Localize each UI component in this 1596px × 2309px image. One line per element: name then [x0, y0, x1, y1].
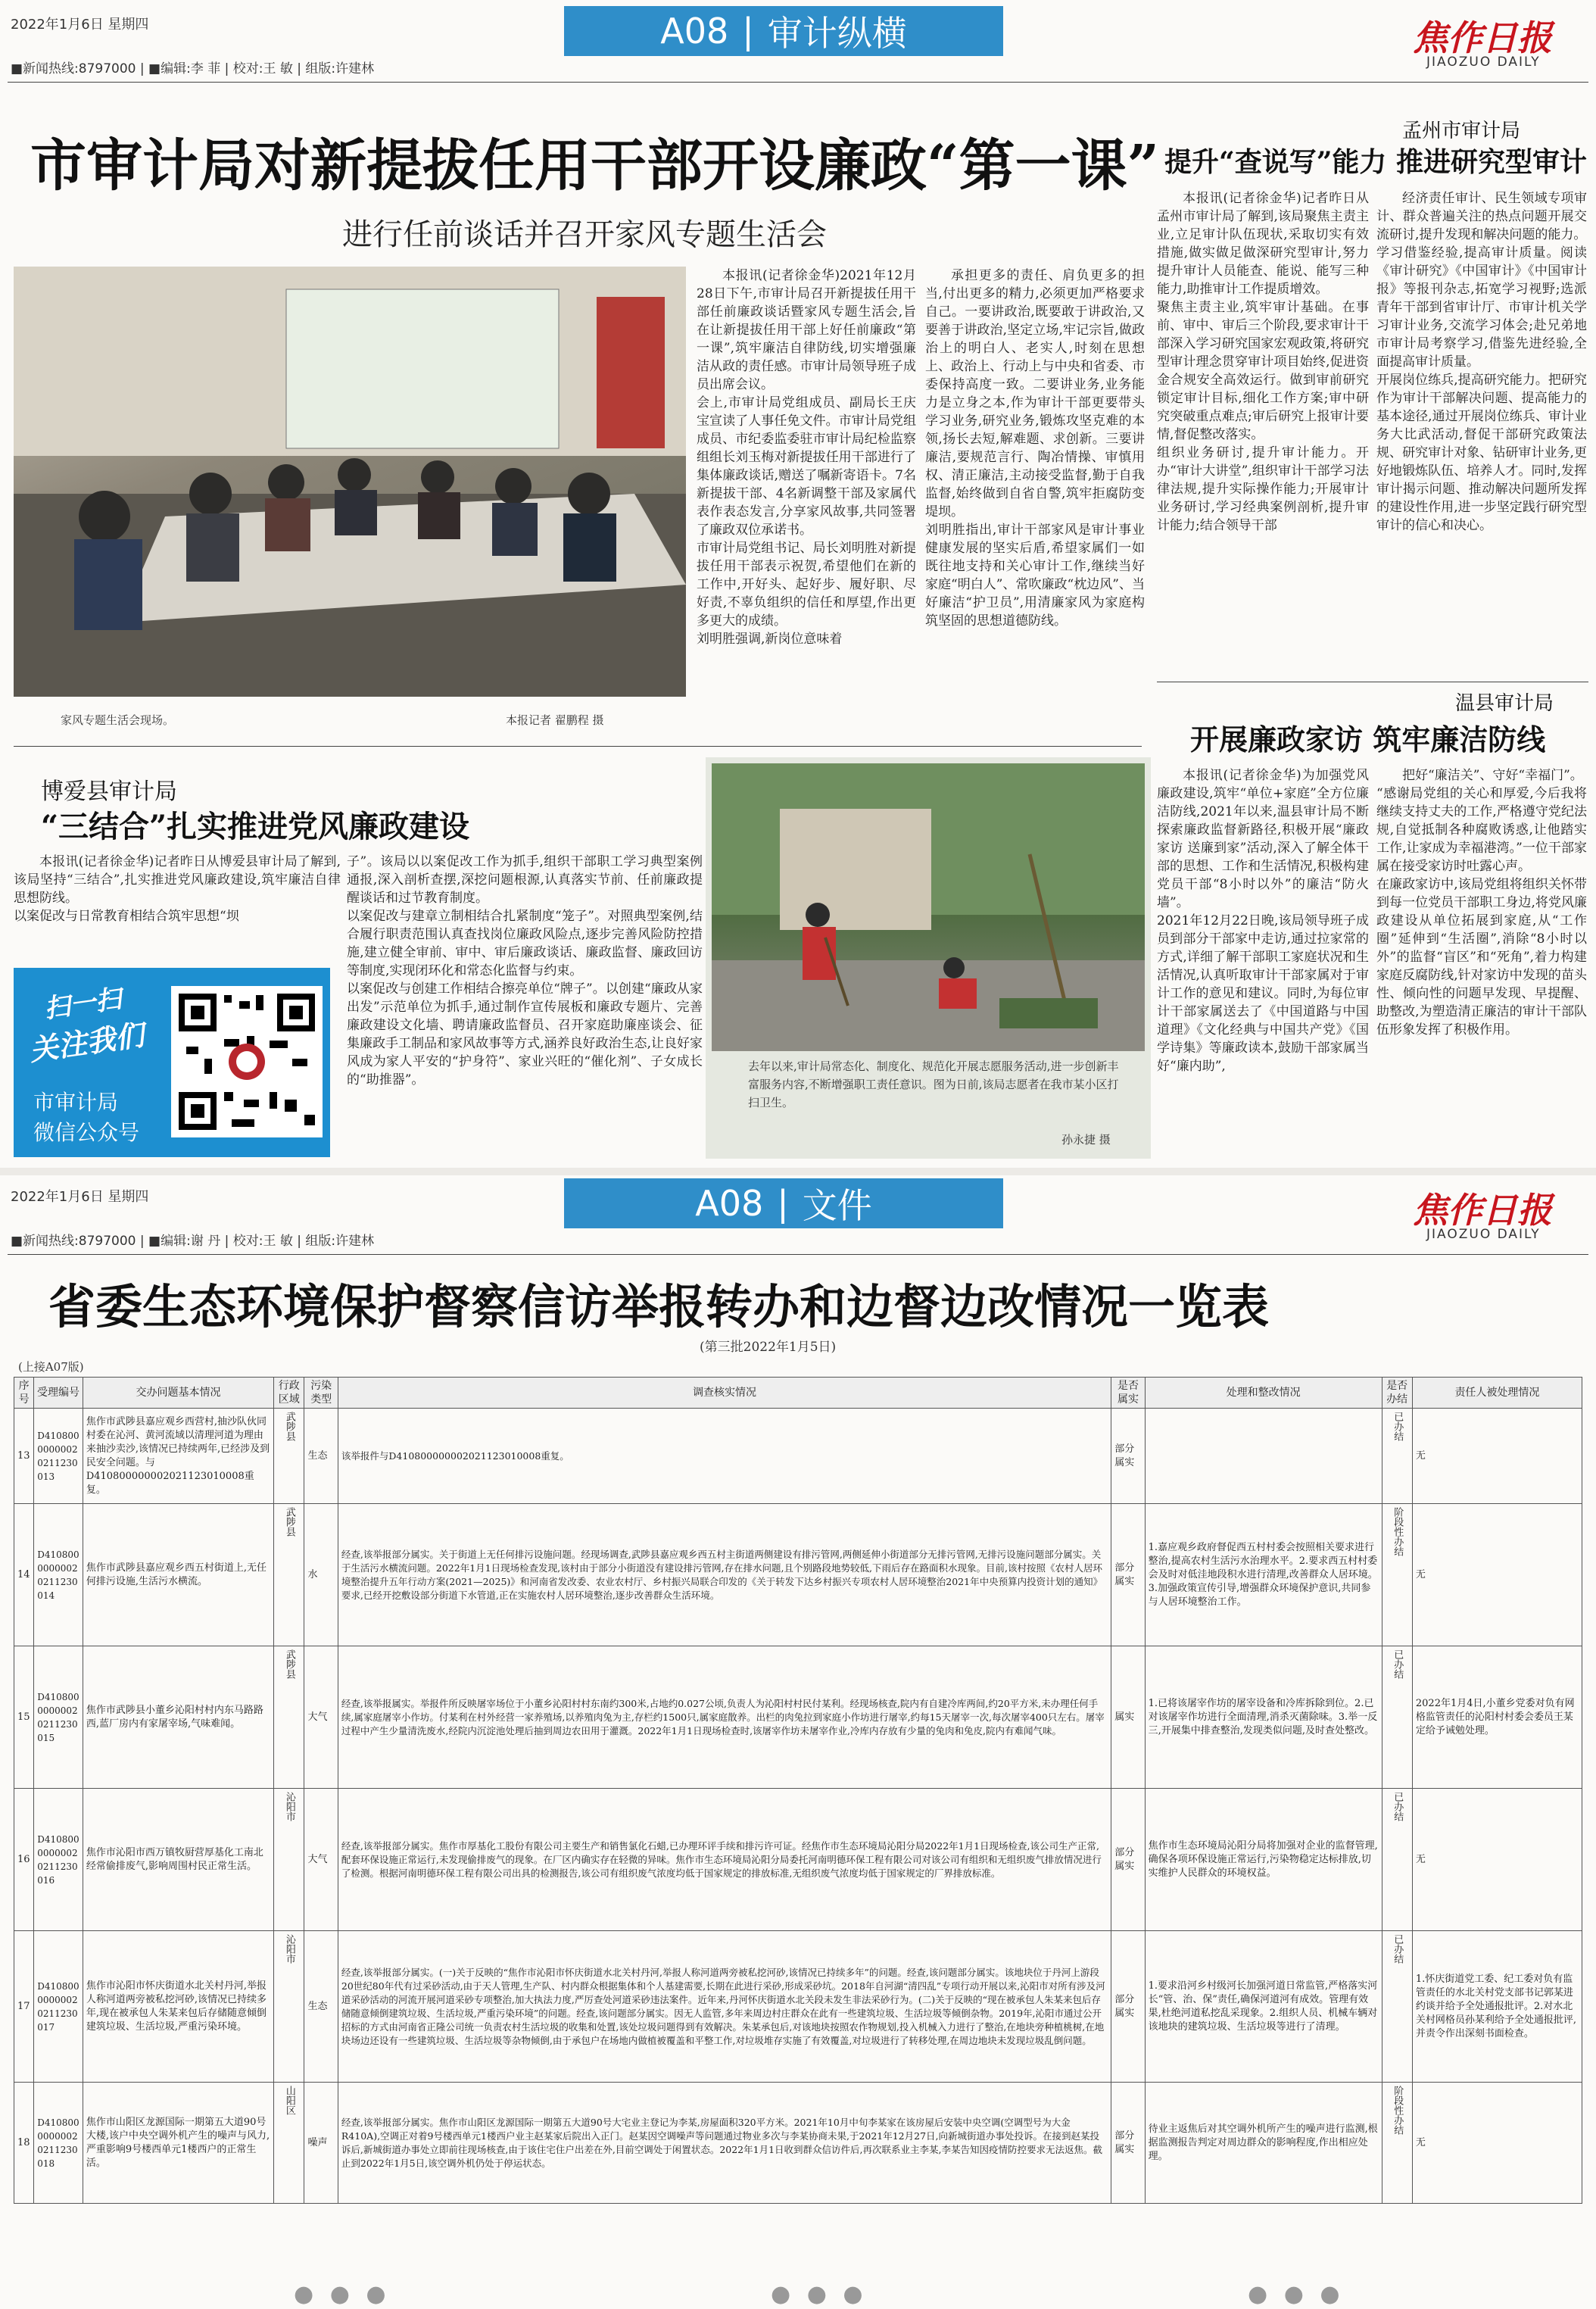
th-resp: 责任人被处理情况: [1412, 1378, 1582, 1409]
side2-col1-text: 本报讯(记者徐金华)为加强党风廉政建设,筑牢“单位+家庭”全方位廉洁防线,2021年以来,温县审计局不断探索廉政监督新路径,积极开展“廉政家访 送廉到家”活动,深入了解全体干部的思想、工作和生活情况,积极构建党员干部“8小时以外”的廉洁“防火墙”。 2021年12月22日晚,该局领导班子成员到部分干部家中走访,通过拉家常的方式,详细了解干部职工家庭状况和生活情况,认真听取审计干部家属对于审计工作的意见和建议。同时,为每位审计干部家属送去了《中国道路与中国道理》《文化经典与中国共产党》《国学诗集》等廉政读本,鼓励干部家属当好“廉内助”,: [1157, 768, 1369, 1074]
boai-col2: [347, 853, 703, 1156]
cell-responsibility: 2022年1月4日,小董乡党委对负有网格监管责任的沁阳村村委会委员王某定给予诫勉处理。: [1412, 1646, 1582, 1789]
qr-code-pattern: [171, 986, 323, 1137]
cell-receipt-id: D41080000000020211230014: [34, 1504, 83, 1646]
mid-divider: [14, 746, 1142, 747]
top-info-line: ■新闻热线:8797000 | ■编辑:李 菲 | 校对:王 敏 | 组版:许建林: [11, 61, 375, 76]
cell-investigation: 经查,该举报属实。举报件所反映屠宰场位于小董乡沁阳村村东南约300米,占地约0.027公顷,负责人为沁阳村村民付某利。经现场核查,院内有自建冷库两间,约20平方米,未办理任何手续,属家庭屠宰小作坊。付某利在村外经营一家养殖场,以养殖肉兔为主,存栏约1500只,属家庭散养。出栏的肉兔拉到家庭小作坊进行屠宰,约每15天屠宰一次,每次屠宰400只左右。屠宰过程中产生少量清洗废水,经院内沉淀池处理后抽到周边农田用于灌溉。2022年1月1日现场检查时,该屠宰作坊未屠宰作业,冷库内存放有少量的兔肉和兔皮,院内有难闻气味。: [338, 1646, 1111, 1789]
cell-region: 武陟县: [274, 1646, 304, 1789]
side1-col2: [1376, 189, 1587, 651]
cell-investigation: 经查,该举报部分属实。关于街道上无任何排污设施问题。经现场调查,武陟县嘉应观乡西五村主街道两侧建设有排污管网,两侧延伸小街道部分无排污管网,无排污设施问题部分属实。关于生活污水横流问题。2022年1月1日现场检查发现,该村由于部分小街道没有建设排污管网,存在排水问题,且个别路段地势较低,下雨后存在路面积水现象。目前,该村按照《农村人居环境整治提升五年行动方案(2021—2025)》和河南省发改委、农业农村厅、乡村振兴局联合印发的《关于转发下达乡村振兴专项农村人居环境整治2021年中央预算内投资计划的通知》要求,已经开挖敷设部分街道下水管道,正在实施农村人居环境整治,逐步改善群众生活环境。: [338, 1504, 1111, 1646]
side2-col2-text: 把好“廉洁关”、守好“幸福门”。 “感谢局党组的关心和厚爱,今后我将继续支持丈夫的工作,严格遵守党纪法规,自觉抵制各种腐败诱惑,让他踏实工作,让家成为幸福港湾。”一位干部家属在接受家访时吐露心声。 在廉政家访中,该局党组将组织关怀带到每一位党员干部职工身边,将党风廉政建设从单位拓展到家庭,从“工作圈”延伸到“生活圈”,消除“8小时以外”的监督“盲区”和“死角”,着力构建家庭反腐防线,针对家访中发现的苗头性、倾向性的问题早发现、早提醒、助整改,为塑造清正廉洁的审计干部队伍形象发挥了积极作用。: [1376, 768, 1587, 1037]
th-area: 行政区域: [274, 1378, 304, 1409]
cell-is-closed: 已办结: [1382, 1931, 1412, 2083]
side1-col2-text: 经济责任审计、民生领域专项审计、群众普遍关注的热点问题开展交流研讨,提升发现和解决问题的能力。 学习借鉴经验,提高审计质量。阅读《审计研究》《中国审计》《中国审计报》等报刊杂志,拓宽学习视野;选派青年干部到省审计厅、市审计机关学习审计业务,交流学习体会;赴兄弟地市审计局考察学习,借鉴先进经验,全面提高审计质量。 开展岗位练兵,提高研究能力。把研究作为审计干部解决问题、提高能力的基本途径,通过开展岗位练兵、审计业务大比武活动,督促干部研究政策法规、研究审计对象、钻研审计业务,更好地锻炼队伍、培养人才。同时,发挥审计揭示问题、推动解决问题所发挥的建设性作用,进一步坚定践行研究型审计的信心和决心。: [1376, 191, 1587, 533]
main-col2-text: 承担更多的责任、肩负更多的担当,付出更多的精力,必须更加严格要求自己。一要讲政治,既要敢于讲政治,又要善于讲政治,坚定立场,牢记宗旨,做政治上的明白人、老实人,时刻在思想上、政治上、行动上与中央和省委、市委保持高度一致。二要讲业务,业务能力是立身之本,作为审计干部更要带头学习业务,研究业务,锻炼攻坚克难的本领,扬长去短,解难题、求创新。三要讲廉洁,要规范言行、陶冶情操、审慎用权、清正廉洁,主动接受监督,勤于自我监督,始终做到自省自警,筑牢拒腐防变堤坝。 刘明胜指出,审计干部家风是审计事业健康发展的坚实后盾,希望家属们一如既往地支持和关心审计工作,继续当好家庭“明白人”、常吹廉政“枕边风”、当好廉洁“护卫员”,用清廉家风为家庭构筑坚固的思想道德防线。: [925, 268, 1145, 629]
table-row: [14, 1646, 1582, 1789]
cell-responsibility: 无: [1412, 1504, 1582, 1646]
cell-handling: 1.要求沿河乡村级河长加强河道日常监管,严格落实河长“管、治、保”责任,确保河道河有成效。管理有效果,杜绝河道私挖乱采现象。2.组织人员、机械车辆对该地块的建筑垃圾、生活垃圾等进行了清理。: [1145, 1931, 1382, 2083]
boai-col2-text: 子”。该局以以案促改工作为抓手,组织干部职工学习典型案例通报,深入剖析查摆,深挖问题根源,认真落实节前、任前廉政提醒谈话和过节教育制度。 以案促改与建章立制相结合扎紧制度“笼子”。对照典型案例,结合履行职责范围认真查找岗位廉政风险点,逐步完善风险防控措施,建立健全审前、审中、审后廉政谈话、廉政监督、廉政回访等制度,实现闭环化和常态化监督与约束。 以案促改与创建工作相结合擦亮单位“牌子”。以创建“廉政从家出发”示范单位为抓手,通过制作宣传展板和廉政专题片、完善廉政建设文化墙、聘请廉政监督员、召开家庭助廉座谈会、征集廉政手工制品和家风故事等方式,涵养良好政治生态,让良好家风成为家人平安的“护身符”、家业兴旺的“催化剂”、子女成长的“助推器”。: [347, 854, 703, 1087]
cell-issue-summary: 焦作市沁阳市西万镇牧厨营厚基化工南北经常偷排废气,影响周围村民正常生活。: [83, 1789, 273, 1931]
table-row: [14, 1504, 1582, 1646]
side1-col1-text: 本报讯(记者徐金华)记者昨日从孟州市审计局了解到,该局聚焦主责主业,立足审计队伍现状,采取切实有效措施,做实做足做深研究型审计,努力提升审计人员能查、能说、能写三种能力,助推审计工作提质增效。 聚焦主责主业,筑牢审计基础。在事前、审中、审后三个阶段,要求审计干部深入学习研究国家宏观政策,将研究型审计理念贯穿审计项目始终,促进资金合规安全高效运行。做到审前研究锁定审计目标,细化工作方案;审中研究突破重点难点;审后研究上报审计要情,督促整改落实。 组织业务研讨,提升审计能力。开办“审计大讲堂”,组织审计干部学习法律法规,提升实际操作能力;开展审计业务研讨,学习经典案例剖析,提升审计能力;结合领导干部: [1157, 191, 1369, 533]
bottom-logo: 焦作日报: [1413, 1190, 1552, 1231]
top-section-banner: [564, 6, 1003, 56]
qr-account-name: 市审计局: [33, 1090, 119, 1115]
cell-issue-summary: 焦作市山阳区龙源国际一期第五大道90号大楼,该户中央空调外机产生的噪声与风力,严重影响9号楼西单元1楼西户的正常生活。: [83, 2083, 273, 2204]
side2-col2: [1376, 766, 1587, 1137]
main-col1-text: 本报讯(记者徐金华)2021年12月28日下午,市审计局召开新提拔任用干部任前廉政谈话暨家风专题生活会,旨在让新提拔任用干部上好任前廉政“第一课”,筑牢廉洁自律防线,切实增强廉洁从政的责任感。市审计局领导班子成员出席会议。 会上,市审计局党组成员、副局长王庆宝宣读了人事任免文件。市审计局党组成员、市纪委监委驻市审计局纪检监察组组长刘玉梅对新提拔任用干部进行了集体廉政谈话,赠送了嘱新寄语卡。7名新提拔干部、4名新调整干部及家属代表作表态发言,分享家风故事,共同签署了廉政双位承诺书。 市审计局党组书记、局长刘明胜对新提拔任用干部表示祝贺,希望他们在新的工作中,开好头、起好步、履好职、尽好责,不辜负组织的信任和厚望,作出更多更大的成绩。 刘明胜强调,新岗位意味着: [697, 268, 916, 647]
banner-divider: |: [777, 1183, 789, 1224]
table-row: [14, 2083, 1582, 2204]
volunteer-photo-frame: [706, 757, 1151, 1159]
cell-pollution-type: 噪声: [304, 2083, 338, 2204]
volunteer-photo: [712, 763, 1145, 1051]
cell-is-closed: 已办结: [1382, 1789, 1412, 1931]
cell-responsibility: 无: [1412, 1409, 1582, 1504]
bottom-info-line: ■新闻热线:8797000 | ■编辑:谢 丹 | 校对:王 敏 | 组版:许建林: [11, 1234, 375, 1249]
cell-issue-summary: 焦作市沁阳市怀庆街道水北关村丹河,举报人称河道两旁被私挖河砂,该情况已持续多年,现在被承包人朱某来包后存储随意倾倒建筑垃圾、生活垃圾,严重污染环境。: [83, 1931, 273, 2083]
cell-is-true: 部分属实: [1111, 1789, 1145, 1931]
table-body: [14, 1409, 1582, 2204]
cell-responsibility: 无: [1412, 1789, 1582, 1931]
cell-row-number: 14: [14, 1504, 34, 1646]
th-handle: 处理和整改情况: [1145, 1378, 1382, 1409]
boai-col1-text: 本报讯(记者徐金华)记者昨日从博爱县审计局了解到,该局坚持“三结合”,扎实推进党风廉政建设,筑牢廉洁自律思想防线。 以案促改与日常教育相结合筑牢思想“坝: [14, 854, 341, 924]
cell-is-true: 部分属实: [1111, 1409, 1145, 1504]
cell-receipt-id: D41080000000020211230013: [34, 1409, 83, 1504]
cell-pollution-type: 大气: [304, 1646, 338, 1789]
side1-title: 提升“查说写”能力 推进研究型审计: [1164, 146, 1587, 178]
side2-col1: [1157, 766, 1369, 1137]
cell-handling: 待业主返焦后对其空调外机所产生的噪声进行监测,根据监测报告判定对周边群众的影响程度,作出相应处理。: [1145, 2083, 1382, 2204]
side1-org: 孟州市审计局: [1402, 120, 1521, 142]
cell-handling: 1.已将该屠宰作坊的屠宰设备和冷库拆除到位。2.已对该屠宰作坊进行全面清理,消杀灭菌除味。3.举一反三,开展集中排查整治,发现类似问题,及时查处整改。: [1145, 1646, 1382, 1789]
cell-issue-summary: 焦作市武陟县小董乡沁阳村村内东马路路西,蓝厂房内有家屠宰场,气味难闻。: [83, 1646, 273, 1789]
cell-responsibility: 无: [1412, 2083, 1582, 2204]
batch-note: (第三批2022年1月5日): [700, 1340, 837, 1355]
main-subheadline: 进行任前谈话并召开家风专题生活会: [342, 217, 827, 252]
th-id: 受理编号: [34, 1378, 83, 1409]
boai-title: “三结合”扎实推进党风廉政建设: [41, 809, 470, 844]
th-type: 污染类型: [304, 1378, 338, 1409]
top-page-number: A08: [660, 11, 729, 51]
bottom-headline: 省委生态环境保护督察信访举报转办和边督边改情况一览表: [48, 1279, 1270, 1334]
cell-responsibility: 1.怀庆街道党工委、纪工委对负有监管责任的水北关村党支部书记郭某进约谈并给予全处通报批评。2.对水北关村网格员孙某利给予全处通报批评,并责令作出深刻书面检查。: [1412, 1931, 1582, 2083]
cell-row-number: 16: [14, 1789, 34, 1931]
th-issue: 交办问题基本情况: [83, 1378, 273, 1409]
cell-receipt-id: D41080000000020211230017: [34, 1931, 83, 2083]
boai-col1: [14, 853, 341, 928]
footer-dots-right: ● ● ●: [1248, 2281, 1345, 2307]
main-headline: 市审计局对新提拔任用干部开设廉政“第一课”: [30, 133, 1160, 198]
cell-investigation: 经查,该举报部分属实。焦作市厚基化工股份有限公司主要生产和销售氯化石蜡,已办理环评手续和排污许可证。经焦作市生态环境局沁阳分局2022年1月1日现场检查,该公司生产正常,配套环保设施正常运行,未发现偷排废气的现象。在厂区内确实存在轻微的异味。焦作市生态环境局沁阳分局委托河南明德环保工程有限公司对该公司有组织和无组织废气排放情况进行了检测。根据河南明德环保工程有限公司出具的检测报告,该公司有组织废气浓度均低于国家规定的排放标准,无组织废气浓度均低于国家规定的厂界排放标准。: [338, 1789, 1111, 1931]
side2-org: 温县审计局: [1455, 692, 1554, 715]
cell-investigation: 经查,该举报部分属实。焦作市山阳区龙源国际一期第五大道90号大宅业主登记为李某,房屋面积320平方米。2021年10月中旬李某家在该房屋后安装中央空调(空调型号为大金R410A),空调正对着9号楼西单元1楼西户业主赵某家后院出入正门。赵某因空调噪声等问题通过物业多次与李某协商未果,于2021年12月27日,向新城街道办事处投诉。在接到赵某投诉后,新城街道办事处立即前往现场核查,由于该住宅住户出差在外,目前空调处于闲置状态。2022年1月1日收到群众信访件后,再次联系业主李某,李某告知因疫情防控要求无法返焦。截止到2022年1月5日,该空调外机仍处于停运状态。: [338, 2083, 1111, 2204]
th-done: 是否办结: [1382, 1378, 1412, 1409]
main-article-col1: [697, 267, 916, 729]
qr-code: [171, 986, 323, 1137]
sweeping-scene-illustration: [712, 763, 1145, 1051]
qr-account-type: 微信公众号: [33, 1120, 140, 1145]
cell-pollution-type: 生态: [304, 1931, 338, 2083]
top-logo: 焦作日报: [1413, 17, 1552, 58]
main-photo-caption: 家风专题生活会现场。: [61, 713, 175, 727]
cell-is-closed: 已办结: [1382, 1646, 1412, 1789]
footer-dots-left: ● ● ●: [294, 2281, 391, 2307]
cell-investigation: 该举报件与D410800000002021123010008重复。: [338, 1409, 1111, 1504]
cell-receipt-id: D41080000000020211230018: [34, 2083, 83, 2204]
cell-handling: [1145, 1409, 1382, 1504]
cell-receipt-id: D41080000000020211230015: [34, 1646, 83, 1789]
volunteer-photo-credit: 孙永捷 摄: [1061, 1133, 1111, 1147]
continued-note: (上接A07版): [18, 1360, 84, 1374]
cell-is-true: 属实: [1111, 1646, 1145, 1789]
footer-dots-mid: ● ● ●: [771, 2281, 868, 2307]
th-survey: 调查核实情况: [338, 1378, 1111, 1409]
top-section-name: 审计纵横: [767, 13, 907, 54]
table-row: [14, 1789, 1582, 1931]
table-row: [14, 1931, 1582, 2083]
main-photo: [14, 267, 686, 697]
table-row: [14, 1409, 1582, 1504]
cell-is-closed: 阶段性办结: [1382, 2083, 1412, 2204]
qr-scan-label: 扫一扫: [42, 984, 123, 1025]
cell-row-number: 17: [14, 1931, 34, 2083]
cell-pollution-type: 生态: [304, 1409, 338, 1504]
bottom-header-rule: [8, 1254, 1588, 1255]
bottom-section-banner: [564, 1178, 1003, 1228]
cell-issue-summary: 焦作市武陟县嘉应观乡西营村,抽沙队伙同村委在沁河、黄河流域以清理河道为理由来抽沙卖沙,该情况已持续两年,已经涉及到民安全问题。与D410800000002021123010008重复。: [83, 1409, 273, 1504]
banner-divider: |: [742, 11, 754, 51]
table-header-row: [14, 1378, 1582, 1409]
cell-handling: 焦作市生态环境局沁阳分局将加强对企业的监督管理,确保各项环保设施正常运行,污染物稳定达标排放,切实维护人民群众的环境权益。: [1145, 1789, 1382, 1931]
cell-is-true: 部分属实: [1111, 1504, 1145, 1646]
cell-region: 沁阳市: [274, 1789, 304, 1931]
cell-row-number: 15: [14, 1646, 34, 1789]
cell-pollution-type: 水: [304, 1504, 338, 1646]
top-header-rule: [8, 82, 1588, 83]
cell-issue-summary: 焦作市武陟县嘉应观乡西五村街道上,无任何排污设施,生活污水横流。: [83, 1504, 273, 1646]
cell-pollution-type: 大气: [304, 1789, 338, 1931]
volunteer-photo-caption: 去年以来,审计局常态化、制度化、规范化开展志愿服务活动,进一步创新丰富服务内容,不断增强职工责任意识。图为日前,该局志愿者在我市某小区打扫卫生。: [748, 1059, 1119, 1109]
cell-is-closed: 阶段性办结: [1382, 1504, 1412, 1646]
report-table: [14, 1377, 1582, 2204]
cell-region: 武陟县: [274, 1409, 304, 1504]
cell-region: 山阳区: [274, 2083, 304, 2204]
cell-receipt-id: D41080000000020211230016: [34, 1789, 83, 1931]
page-seam: [0, 1168, 1596, 1175]
cell-region: 武陟县: [274, 1504, 304, 1646]
top-logo-sub: JIAOZUO DAILY: [1426, 55, 1541, 70]
report-table-wrap: [14, 1377, 1582, 2204]
boai-org: 博爱县审计局: [41, 779, 177, 805]
cell-is-closed: 已办结: [1382, 1409, 1412, 1504]
th-true: 是否属实: [1111, 1378, 1145, 1409]
main-article-col2: [925, 267, 1145, 729]
bottom-page-number: A08: [695, 1183, 764, 1224]
bottom-section-name: 文件: [802, 1185, 872, 1226]
th-no: 序号: [14, 1378, 34, 1409]
bottom-date: 2022年1月6日 星期四: [11, 1189, 149, 1205]
bottom-logo-sub: JIAOZUO DAILY: [1426, 1227, 1541, 1242]
cell-region: 沁阳市: [274, 1931, 304, 2083]
qr-follow-label: 关注我们: [27, 1018, 146, 1068]
qr-card: [14, 968, 330, 1157]
cell-is-true: 部分属实: [1111, 1931, 1145, 2083]
cell-handling: 1.嘉应观乡政府督促西五村村委会按照相关要求进行整治,提高农村生活污水治理水平。2.要求西五村村委会及时对低洼地段积水进行清理,改善群众人居环境。3.加强政策宣传引导,增强群众环境保护意识,共同参与人居环境整治工作。: [1145, 1504, 1382, 1646]
cell-investigation: 经查,该举报部分属实。(一)关于反映的“焦作市沁阳市怀庆街道水北关村丹河,举报人称河道两旁被私挖河砂,该情况已持续多年”的问题。经查,该问题部分属实。该地块位于丹河上游段20世纪80年代有过采砂活动,由于天人管理,生产队、村内群众根据集体和个人基建需要,长期在此进行采砂,形成采砂坑。2018年自河湖“清四乱”专项行动开展以来,沁阳市对所有涉及河道采砂活动的河流开展河道采砂专项整治,加大执法力度,严厉查处河道采砂违法案件。近年来,丹河怀庆街道水北关段未发生非法采砂行为。(二)关于反映的“现在被承包人朱某来包后存储随意倾倒建筑垃圾、生活垃圾,严重污染环境”的问题。经查,该问题部分属实。因无人监管,多年来周边村庄群众在此有一些建筑垃圾、生活垃圾等倾倒杂物。2019年,沁阳市通过公开招标的方式由河南省正隆公司统一负责农村生活垃圾的收集和处置,该处垃圾问题得到有效解决。朱某承包后,对该地块按照农作物规划,投入机械入力进行了整治,在地块旁种植桃树,在地块场边还设有一些建筑垃圾、生活垃圾等杂物倾倒,由于承包户在场地内做植被覆盖和平整工作,对垃圾堆存实施了有效覆盖,对垃圾进行了转移处理,在周边地块未发现垃圾乱倒问题。: [338, 1931, 1111, 2083]
cell-row-number: 18: [14, 2083, 34, 2204]
top-date: 2022年1月6日 星期四: [11, 17, 149, 33]
meeting-scene-illustration: [14, 267, 686, 697]
side2-title: 开展廉政家访 筑牢廉洁防线: [1190, 722, 1546, 757]
cell-is-true: 部分属实: [1111, 2083, 1145, 2204]
main-photo-credit: 本报记者 翟鹏程 摄: [506, 713, 604, 727]
side1-col1: [1157, 189, 1369, 651]
cell-row-number: 13: [14, 1409, 34, 1504]
